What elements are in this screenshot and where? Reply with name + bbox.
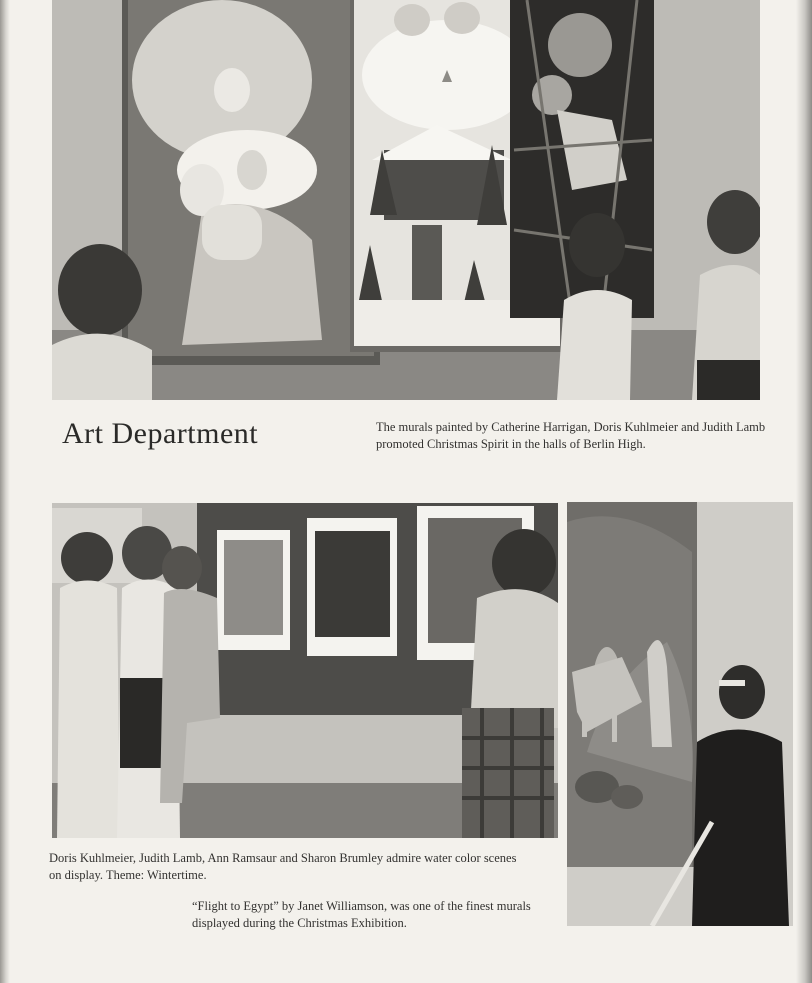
- page-binding-edge: [0, 0, 10, 983]
- photo-christmas-murals: [52, 0, 760, 400]
- mural-flight-to-egypt: [567, 502, 697, 867]
- caption-watercolors: Doris Kuhlmeier, Judith Lamb, Ann Ramsaur and Sharon Brumley admire water color scenes on display. Theme: Wintertime.: [49, 851, 517, 882]
- caption-flight-to-egypt: “Flight to Egypt” by Janet Williamson, was one of the finest murals displayed during the Christmas Exhibition.: [192, 899, 531, 930]
- caption-murals: The murals painted by Catherine Harrigan, Doris Kuhlmeier and Judith Lamb promoted Christmas Spirit in the halls of Berlin High.: [376, 420, 766, 451]
- page-outer-edge: [796, 0, 812, 983]
- photo-flight-to-egypt: [567, 502, 793, 926]
- photo-watercolor-display: [52, 503, 558, 838]
- section-heading: Art Department: [62, 417, 259, 450]
- mural-madonna-angel: [122, 0, 380, 365]
